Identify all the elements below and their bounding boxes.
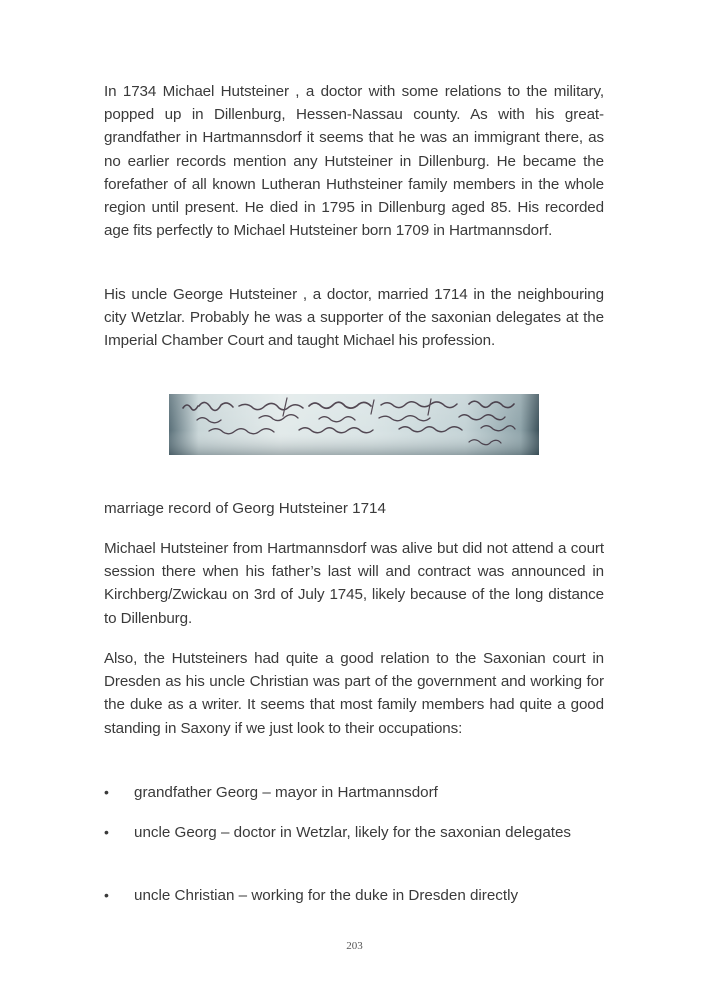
list-item-text: grandfather Georg – mayor in Hartmannsdorf xyxy=(134,784,438,801)
paragraph-1: In 1734 Michael Hutsteiner , a doctor with some relations to the military, popped up in Dillenburg, Hessen-Nassau county. As with his great-grandfather in Hartmannsdorf it seems that he was an immigrant there, as no earlier records mention any Hutsteiner in Dillenburg. He became the forefather of all known Lutheran Huthsteiner family members in the whole region until present. He died in 1795 in Dillenburg aged 85. His recorded age fits perfectly to Michael Hutsteiner born 1709 in Hartmannsdorf. xyxy=(104,83,604,240)
bullet-icon: • xyxy=(104,784,109,800)
list-item-text: uncle Christian – working for the duke in Dresden directly xyxy=(134,887,519,904)
list-item xyxy=(104,821,604,844)
bullet-icon: • xyxy=(104,824,109,840)
bullet-icon: • xyxy=(104,887,109,903)
paragraph-2: His uncle George Hutsteiner , a doctor, married 1714 in the neighbouring city Wetzlar. Probably he was a supporter of the saxonian delegates at the Imperial Chamber Court and taught Michael his profession. xyxy=(104,286,604,350)
figure-caption: marriage record of Georg Hutsteiner 1714 xyxy=(104,500,386,517)
list-item xyxy=(104,884,604,907)
paragraph-3: Michael Hutsteiner from Hartmannsdorf was alive but did not attend a court session there when his father’s last will and contract was announced in Kirchberg/Zwickau on 3rd of July 1745, likely because of the long distance to Dillenburg. xyxy=(104,540,604,627)
page-number: 203 xyxy=(346,940,363,952)
list-item xyxy=(104,781,604,804)
paragraph-4: Also, the Hutsteiners had quite a good relation to the Saxonian court in Dresden as his uncle Christian was part of the government and working for the duke as a writer. It seems that most family members had quite a good standing in Saxony if we just look to their occupations: xyxy=(104,650,604,737)
list-item-text: uncle Georg – doctor in Wetzlar, likely for the saxonian delegates xyxy=(134,824,572,841)
marriage-record-image xyxy=(169,394,539,455)
